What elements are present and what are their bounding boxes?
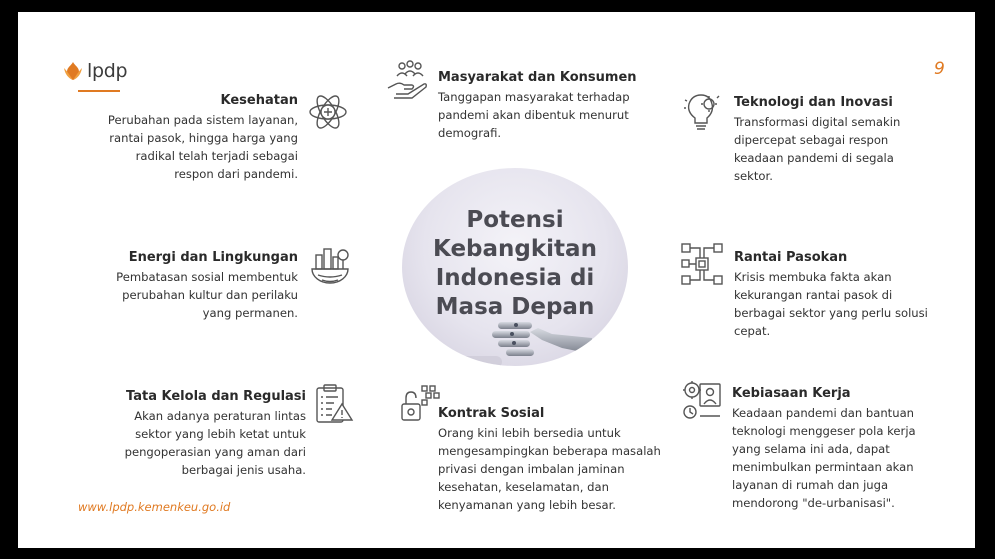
desc-line: pandemi akan dibentuk menurut [438, 108, 629, 122]
desc-line: kesehatan, keselamatan, dan [438, 480, 609, 494]
item-description [92, 407, 306, 479]
item-title: Kebiasaan Kerja [732, 386, 851, 401]
item-teknologi [734, 94, 954, 185]
desc-line: Perubahan pada sistem layanan, [107, 113, 298, 127]
desc-line: privasi dengan imbalan jaminan [438, 462, 625, 476]
desc-line: radikal telah terjadi sebagai [135, 149, 298, 163]
logo-text: lpdp [87, 60, 128, 82]
item-description [732, 404, 957, 512]
desc-line: sektor. [734, 169, 773, 183]
flame-logo-icon [62, 60, 84, 82]
page-number: 9 [934, 59, 945, 79]
item-description [438, 88, 668, 142]
item-title: Tata Kelola dan Regulasi [126, 389, 306, 404]
desc-line: kenyamanan yang lebih besar. [438, 498, 616, 512]
desc-line: yang permanen. [202, 306, 298, 320]
item-title: Kesehatan [220, 93, 298, 108]
item-description [438, 424, 673, 514]
item-rantai-pasokan [734, 249, 959, 340]
supply-network-icon [680, 242, 724, 286]
desc-line: demografi. [438, 126, 502, 140]
desc-line: mengesampingkan beberapa masalah [438, 444, 661, 458]
lpdp-logo [62, 60, 127, 82]
item-kebiasaan-kerja [732, 385, 957, 512]
city-globe-icon [308, 243, 352, 287]
desc-line: mendorong "de-urbanisasi". [732, 496, 895, 510]
desc-line: Orang kini lebih bersedia untuk [438, 426, 621, 440]
item-title: Rantai Pasokan [734, 250, 848, 265]
desc-line: teknologi menggeser pola kerja [732, 424, 916, 438]
desc-line: Transformasi digital semakin [734, 115, 901, 129]
desc-line: perubahan kultur dan perilaku [122, 288, 298, 302]
people-hand-icon [386, 58, 430, 102]
item-kontrak-sosial [438, 405, 673, 514]
desc-line: kekurangan rantai pasok di [734, 288, 893, 302]
desc-line: Keadaan pandemi dan bantuan [732, 406, 915, 420]
item-title: Masyarakat dan Konsumen [438, 70, 637, 85]
clipboard-warning-icon [310, 382, 354, 426]
lightbulb-gear-icon [683, 90, 727, 134]
item-description [78, 268, 298, 322]
desc-line: cepat. [734, 324, 771, 338]
desc-line: berbagai jenis usaha. [181, 463, 306, 477]
center-title-line: Potensi [466, 207, 564, 233]
footer-url: www.lpdp.kemenkeu.go.id [78, 500, 231, 514]
item-energi [78, 249, 298, 322]
desc-line: layanan di rumah dan juga [732, 478, 889, 492]
center-title-line: Masa Depan [435, 294, 595, 320]
slide [18, 12, 975, 548]
robot-hand-icon [442, 298, 592, 366]
desc-line: rantai pasok, hingga harga yang [109, 131, 298, 145]
center-title-line: Kebangkitan [433, 236, 597, 262]
item-tata-kelola [92, 388, 306, 479]
item-description [734, 268, 959, 340]
item-description [78, 111, 298, 183]
work-habit-icon [680, 378, 724, 422]
health-atom-icon [306, 90, 350, 134]
desc-line: respon dari pandemi. [174, 167, 298, 181]
desc-line: keadaan pandemi di segala [734, 151, 894, 165]
desc-line: berbagai sektor yang perlu solusi [734, 306, 928, 320]
desc-line: Krisis membuka fakta akan [734, 270, 892, 284]
desc-line: yang selama ini ada, dapat [732, 442, 890, 456]
item-title: Teknologi dan Inovasi [734, 95, 893, 110]
item-masyarakat [438, 69, 668, 142]
center-title-line: Indonesia di [435, 265, 595, 291]
desc-line: menimbulkan permintaan akan [732, 460, 914, 474]
item-description [734, 113, 954, 185]
desc-line: dipercepat sebagai respon [734, 133, 889, 147]
center-circle [402, 168, 628, 366]
desc-line: pengoperasian yang aman dari [124, 445, 306, 459]
item-kesehatan [78, 92, 298, 183]
desc-line: sektor yang lebih ketat untuk [135, 427, 306, 441]
desc-line: Tanggapan masyarakat terhadap [438, 90, 630, 104]
privacy-lock-icon [398, 382, 442, 426]
item-title: Energi dan Lingkungan [128, 250, 298, 265]
desc-line: Akan adanya peraturan lintas [134, 409, 306, 423]
item-title: Kontrak Sosial [438, 406, 545, 421]
desc-line: Pembatasan sosial membentuk [116, 270, 298, 284]
